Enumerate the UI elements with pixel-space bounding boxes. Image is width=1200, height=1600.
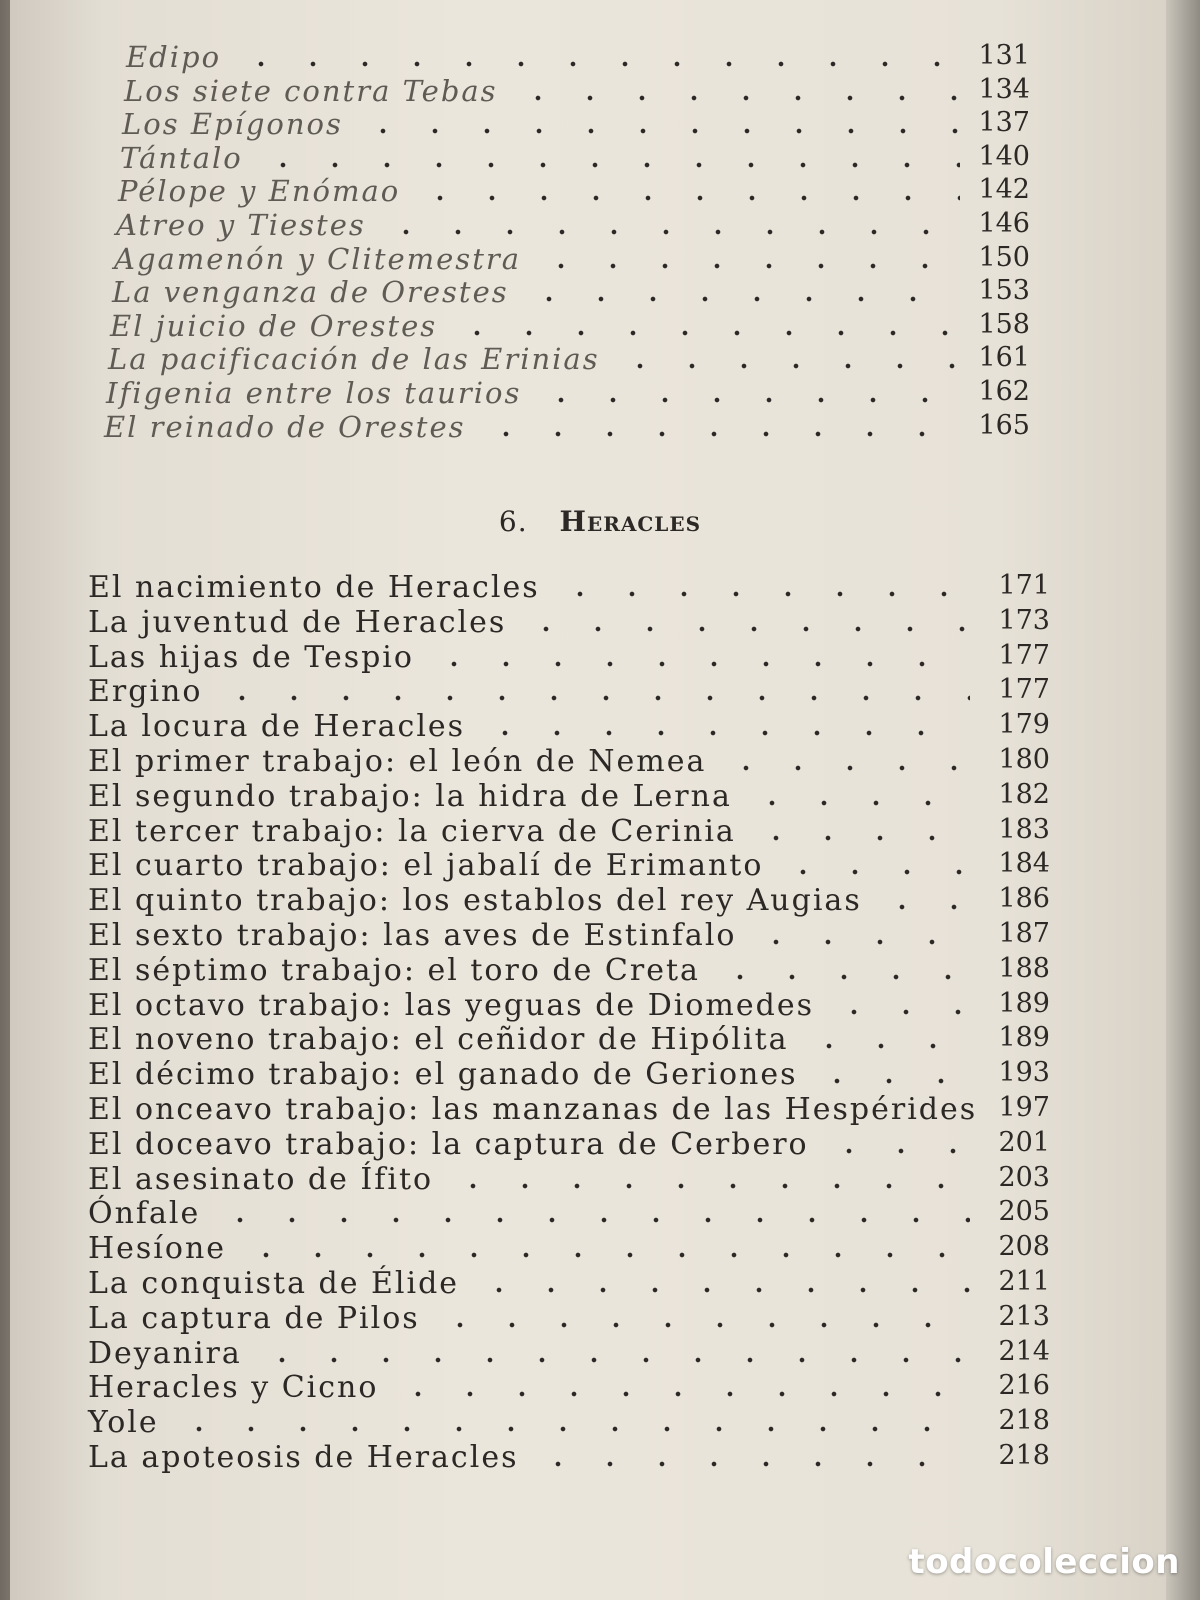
toc-entry-title: La pacificación de las Erinias <box>108 342 600 377</box>
toc-entry-title: La venganza de Orestes <box>112 275 509 310</box>
toc-entry <box>0 1405 1200 1441</box>
toc-entry-title: El segundo trabajo: la hidra de Lerna <box>88 778 732 814</box>
toc-entry-page-number: 188 <box>998 952 1050 984</box>
toc-leader-dots <box>714 973 970 981</box>
toc-entry-page-number: 189 <box>998 987 1050 1019</box>
toc-entry <box>0 814 1200 850</box>
toc-entry <box>0 848 1200 884</box>
toc-entry-title: Los siete contra Tebas <box>124 73 498 108</box>
toc-leader-dots <box>535 396 960 404</box>
toc-entry-title: El séptimo trabajo: el toro de Creta <box>88 952 700 988</box>
section-title: Heracles <box>559 505 702 538</box>
toc-entry <box>0 779 1200 815</box>
toc-leader-dots <box>357 127 960 135</box>
toc-entry-page-number: 158 <box>978 308 1030 340</box>
toc-entry <box>0 1127 1200 1163</box>
toc-entry-page-number: 165 <box>978 409 1030 441</box>
toc-entry-page-number: 187 <box>998 918 1050 949</box>
toc-entry-page-number: 186 <box>998 883 1050 915</box>
toc-entry <box>0 605 1200 641</box>
toc-leader-dots <box>447 1182 970 1190</box>
toc-entry-title: Las hijas de Tespio <box>88 639 414 675</box>
toc-entry <box>0 141 1200 177</box>
toc-entry-page-number: 131 <box>978 40 1030 71</box>
toc-entry <box>0 1336 1200 1372</box>
toc-leader-dots <box>414 194 960 202</box>
toc-entry-title: La captura de Pilos <box>88 1300 420 1336</box>
toc-entry-title: Ifigenia entre los taurios <box>106 376 522 410</box>
toc-entry <box>0 1370 1200 1406</box>
toc-entry-title: El onceavo trabajo: las manzanas de las Hespérides <box>88 1092 978 1127</box>
toc-leader-dots <box>746 799 970 807</box>
toc-entry-page-number: 146 <box>978 208 1030 239</box>
toc-leader-dots <box>520 625 970 633</box>
toc-entry-title: El octavo trabajo: las yeguas de Diomedes <box>88 987 814 1023</box>
toc-leader-dots <box>479 729 970 737</box>
toc-entry <box>0 309 1200 345</box>
toc-entry-title: Deyanira <box>88 1335 242 1371</box>
toc-entry <box>0 674 1200 710</box>
toc-entry <box>0 570 1200 606</box>
toc-entry-title: El décimo trabajo: el ganado de Geriones <box>88 1057 798 1093</box>
toc-entry-page-number: 134 <box>978 73 1030 105</box>
toc-entry-title: El asesinato de Ífito <box>88 1161 434 1197</box>
toc-entry-page-number: 183 <box>998 813 1050 845</box>
toc-leader-dots <box>256 1356 970 1364</box>
toc-entry-page-number: 205 <box>998 1196 1050 1228</box>
toc-entry <box>0 275 1200 311</box>
toc-leader-dots <box>257 161 960 169</box>
toc-entry-page-number: 203 <box>998 1161 1050 1193</box>
toc-entry <box>0 410 1200 446</box>
toc-entry-title: El juicio de Orestes <box>110 308 438 343</box>
toc-leader-dots <box>240 1251 970 1259</box>
toc-entry <box>0 1196 1200 1232</box>
toc-entry-page-number: 218 <box>998 1440 1050 1471</box>
toc-entry-page-number: 211 <box>998 1266 1050 1297</box>
toc-entry-page-number: 189 <box>998 1022 1050 1054</box>
toc-entry-title: La locura de Heracles <box>88 709 466 745</box>
toc-entry-page-number: 162 <box>978 376 1030 407</box>
toc-entry-title: La conquista de Élide <box>88 1266 460 1301</box>
toc-leader-dots <box>235 60 960 68</box>
toc-entry <box>0 1440 1200 1476</box>
toc-entry <box>0 74 1200 110</box>
toc-entry-title: La juventud de Heracles <box>88 604 507 640</box>
toc-leader-dots <box>173 1425 970 1433</box>
toc-entry-page-number: 213 <box>998 1300 1050 1332</box>
toc-entry-title: El cuarto trabajo: el jabalí de Erimanto <box>88 848 764 884</box>
toc-entry <box>0 744 1200 780</box>
toc-entry-page-number: 142 <box>978 174 1030 206</box>
toc-entry <box>0 1092 1200 1128</box>
toc-entry-page-number: 184 <box>998 848 1050 880</box>
toc-entry <box>0 342 1200 378</box>
toc-entry-title: Agamenón y Clitemestra <box>114 241 521 276</box>
toc-entry-title: Heracles y Cicno <box>88 1370 379 1406</box>
toc-entry <box>0 376 1200 412</box>
toc-entry-page-number: 173 <box>998 604 1050 636</box>
toc-entry <box>0 242 1200 278</box>
toc-entry-title: Ónfale <box>88 1196 201 1232</box>
toc-entry-page-number: 137 <box>978 107 1030 139</box>
toc-entry-title: El noveno trabajo: el ceñidor de Hipólita <box>88 1022 789 1058</box>
toc-entry-page-number: 182 <box>998 778 1050 810</box>
toc-leader-dots <box>473 1286 970 1294</box>
toc-entry <box>0 953 1200 989</box>
toc-leader-dots <box>523 295 960 303</box>
toc-leader-dots <box>434 1321 970 1329</box>
toc-leader-dots <box>451 329 960 337</box>
toc-entry-title: Los Epígonos <box>122 107 343 142</box>
toc-leader-dots <box>777 868 970 876</box>
toc-entry <box>0 988 1200 1024</box>
toc-entry-title: Pélope y Enómao <box>118 174 401 209</box>
toc-entry-page-number: 180 <box>998 744 1050 775</box>
toc-leader-dots <box>480 430 961 438</box>
toc-entry-title: El sexto trabajo: las aves de Estinfalo <box>88 918 737 953</box>
toc-entry <box>0 640 1200 676</box>
toc-entry-title: El quinto trabajo: los establos del rey Augias <box>88 883 862 919</box>
toc-entry-page-number: 201 <box>998 1126 1050 1158</box>
toc-entry-title: El nacimiento de Heracles <box>88 570 540 605</box>
toc-leader-dots <box>720 764 970 772</box>
toc-leader-dots <box>750 938 970 946</box>
toc-entry-page-number: 197 <box>998 1092 1050 1123</box>
toc-leader-dots <box>823 1147 970 1155</box>
toc-entry-page-number: 153 <box>978 275 1030 307</box>
toc-entry <box>0 1022 1200 1058</box>
toc-entry <box>0 1231 1200 1267</box>
toc-leader-dots <box>554 590 970 598</box>
toc-entry <box>0 208 1200 244</box>
toc-entry <box>0 1266 1200 1302</box>
toc-entry <box>0 1162 1200 1198</box>
toc-entry <box>0 1301 1200 1337</box>
toc-entry-page-number: 214 <box>998 1335 1050 1367</box>
toc-entry-page-number: 150 <box>978 241 1030 273</box>
toc-entry-page-number: 140 <box>978 140 1030 172</box>
toc-leader-dots <box>428 660 970 668</box>
toc-entry-title: Ergino <box>88 674 203 710</box>
toc-entry <box>0 40 1200 76</box>
toc-entry-title: El doceavo trabajo: la captura de Cerbero <box>88 1126 809 1162</box>
toc-entry <box>0 918 1200 954</box>
toc-entry <box>0 174 1200 210</box>
toc-entry-title: Hesíone <box>88 1231 227 1267</box>
toc-entry-page-number: 216 <box>998 1370 1050 1402</box>
toc-leader-dots <box>392 1390 970 1398</box>
toc-entry-page-number: 218 <box>998 1405 1050 1437</box>
section-number: 6. <box>498 505 528 538</box>
toc-entry <box>0 1057 1200 1093</box>
toc-leader-dots <box>512 94 960 102</box>
toc-entry-page-number: 208 <box>998 1231 1050 1263</box>
toc-entry-page-number: 171 <box>998 570 1050 601</box>
toc-entry-title: Atreo y Tiestes <box>116 208 366 242</box>
section-heading <box>0 505 1200 538</box>
toc-leader-dots <box>876 903 970 911</box>
toc-entry-title: Edipo <box>126 40 222 74</box>
toc-leader-dots <box>214 1216 970 1224</box>
toc-entry-page-number: 161 <box>978 342 1030 374</box>
toc-entry-page-number: 177 <box>998 674 1050 706</box>
toc-leader-dots <box>614 362 960 370</box>
toc-entry-page-number: 179 <box>998 709 1050 741</box>
toc-leader-dots <box>532 1460 970 1468</box>
toc-entry-title: El primer trabajo: el león de Nemea <box>88 744 707 779</box>
toc-entry <box>0 107 1200 143</box>
toc-entry-title: El tercer trabajo: la cierva de Cerinia <box>88 813 736 849</box>
toc-entry-title: El reinado de Orestes <box>104 409 466 444</box>
toc-leader-dots <box>216 694 970 702</box>
toc-entry <box>0 709 1200 745</box>
toc-entry-title: Tántalo <box>120 140 243 175</box>
toc-entry-title: La apoteosis de Heracles <box>88 1440 519 1475</box>
toc-entry <box>0 883 1200 919</box>
toc-leader-dots <box>828 1008 970 1016</box>
toc-leader-dots <box>750 834 970 842</box>
toc-entry-page-number: 193 <box>998 1057 1050 1089</box>
toc-leader-dots <box>811 1077 970 1085</box>
toc-leader-dots <box>535 262 960 270</box>
toc-leader-dots <box>803 1042 970 1050</box>
watermark-logo: todocoleccion <box>908 1542 1180 1582</box>
toc-leader-dots <box>380 228 960 236</box>
toc-entry-title: Yole <box>88 1405 159 1441</box>
toc-entry-page-number: 177 <box>998 639 1050 671</box>
